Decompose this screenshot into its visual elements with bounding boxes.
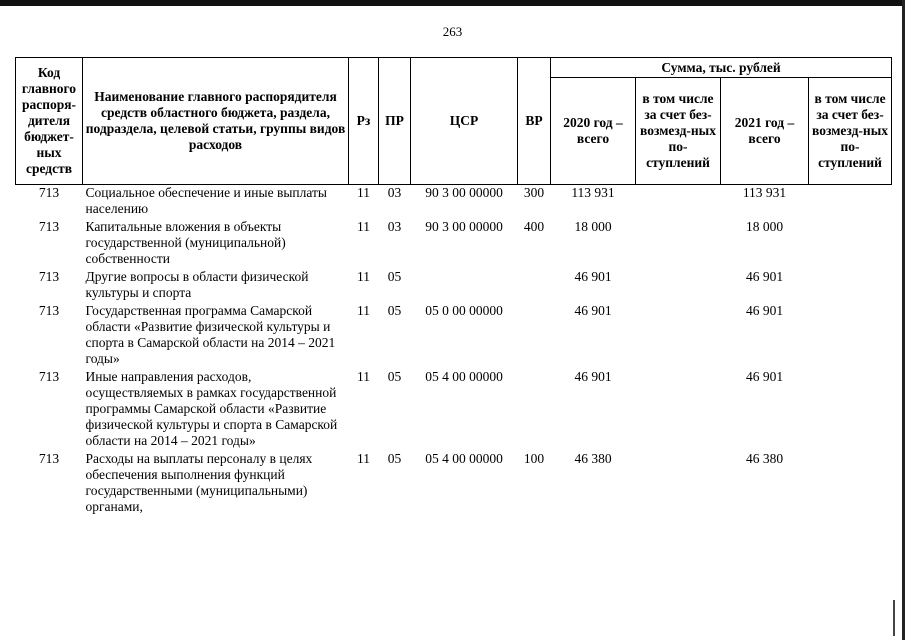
cell-2020-free — [636, 303, 721, 369]
cell-rz: 11 — [357, 269, 370, 284]
header-2021-total: 2021 год – всего — [721, 78, 809, 185]
cell-2020-free — [636, 451, 721, 517]
table-row — [16, 451, 892, 517]
cell-rz: 11 — [357, 451, 370, 466]
cell-rz: 11 — [357, 369, 370, 384]
header-pr: ПР — [379, 58, 411, 185]
cell-code: 713 — [38, 219, 60, 234]
table-header — [16, 58, 892, 185]
cell-2020-free — [636, 219, 721, 269]
cell-2021-free — [809, 369, 892, 451]
cell-pr: 03 — [387, 219, 402, 234]
cell-2021-free — [809, 451, 892, 517]
cell-rz: 11 — [357, 219, 370, 234]
cell-pr: 05 — [387, 303, 402, 318]
cell-2021-total: 46 380 — [745, 451, 784, 466]
cell-csr: 05 0 00 00000 — [425, 303, 503, 318]
cell-2021-free — [809, 303, 892, 369]
header-rz: Рз — [349, 58, 379, 185]
cell-2020-total: 46 901 — [574, 369, 612, 384]
cell-rz: 11 — [357, 303, 370, 318]
cell-name: Государственная программа Самарской области «Развитие физической культуры и спорта в Самарской области на 2014 – 2021 годы» — [85, 303, 336, 366]
cell-pr: 05 — [387, 369, 402, 384]
header-csr: ЦСР — [411, 58, 518, 185]
cell-2020-free — [636, 269, 721, 303]
cell-2020-total: 18 000 — [574, 219, 612, 234]
cell-csr — [411, 269, 518, 303]
cell-2021-total: 46 901 — [745, 269, 784, 284]
cell-csr: 05 4 00 00000 — [425, 451, 503, 466]
cell-name: Социальное обеспечение и иные выплаты населению — [85, 185, 327, 216]
header-2021-free: в том числе за счет без-возмезд-ных по-ступлений — [809, 78, 892, 185]
cell-2021-total: 113 931 — [742, 185, 787, 200]
table-body — [16, 185, 892, 518]
header-code: Код главного распоря-дителя бюджет-ных средств — [16, 58, 83, 185]
cell-vr: 300 — [523, 185, 545, 200]
cell-name: Другие вопросы в области физической культуры и спорта — [85, 269, 309, 300]
cell-2021-total: 46 901 — [745, 369, 784, 384]
table-row — [16, 269, 892, 303]
right-margin-mark — [893, 600, 895, 636]
cell-code: 713 — [38, 369, 60, 384]
cell-code: 713 — [38, 185, 60, 200]
cell-2020-total: 113 931 — [571, 185, 615, 200]
header-2020-total: 2020 год – всего — [551, 78, 636, 185]
cell-2020-total: 46 901 — [574, 269, 612, 284]
cell-2020-free — [636, 369, 721, 451]
cell-vr: 400 — [523, 219, 545, 234]
cell-2021-free — [809, 219, 892, 269]
cell-code: 713 — [38, 269, 60, 284]
top-border — [0, 0, 905, 6]
cell-csr: 05 4 00 00000 — [425, 369, 503, 384]
table-row — [16, 369, 892, 451]
cell-name: Иные направления расходов, осуществляемых в рамках государственной программы Самарской области «Развитие физической культуры и спорта в Самарской области на 2014 – 2021 годы» — [85, 369, 338, 448]
table-row — [16, 219, 892, 269]
header-2020-free: в том числе за счет без-возмезд-ных по-ступлений — [636, 78, 721, 185]
cell-2021-free — [809, 269, 892, 303]
table-row — [16, 185, 892, 220]
cell-2020-total: 46 380 — [574, 451, 612, 466]
cell-name: Капитальные вложения в объекты государственной (муниципальной) собственности — [85, 219, 286, 266]
cell-2021-free — [809, 185, 892, 220]
cell-2021-total: 46 901 — [745, 303, 784, 318]
cell-vr — [518, 269, 551, 303]
page-number: 263 — [442, 24, 463, 39]
cell-2021-total: 18 000 — [745, 219, 784, 234]
cell-pr: 05 — [387, 451, 402, 466]
cell-rz: 11 — [357, 185, 370, 200]
cell-vr: 100 — [523, 451, 545, 466]
header-vr: ВР — [518, 58, 551, 185]
cell-code: 713 — [38, 451, 60, 466]
cell-csr: 90 3 00 00000 — [425, 185, 503, 200]
cell-vr — [518, 303, 551, 369]
budget-table — [15, 57, 892, 517]
cell-code: 713 — [38, 303, 60, 318]
cell-2020-free — [636, 185, 721, 220]
table-row — [16, 303, 892, 369]
header-name: Наименование главного распорядителя средств областного бюджета, раздела, подраздела, целевой статьи, группы видов расходов — [83, 58, 349, 185]
cell-csr: 90 3 00 00000 — [425, 219, 503, 234]
cell-vr — [518, 369, 551, 451]
cell-name: Расходы на выплаты персоналу в целях обеспечения выполнения функций государственными (муниципальными) органами, — [85, 451, 313, 514]
header-sum-group: Сумма, тыс. рублей — [551, 58, 892, 78]
cell-pr: 05 — [387, 269, 402, 284]
cell-pr: 03 — [387, 185, 402, 200]
cell-2020-total: 46 901 — [574, 303, 612, 318]
